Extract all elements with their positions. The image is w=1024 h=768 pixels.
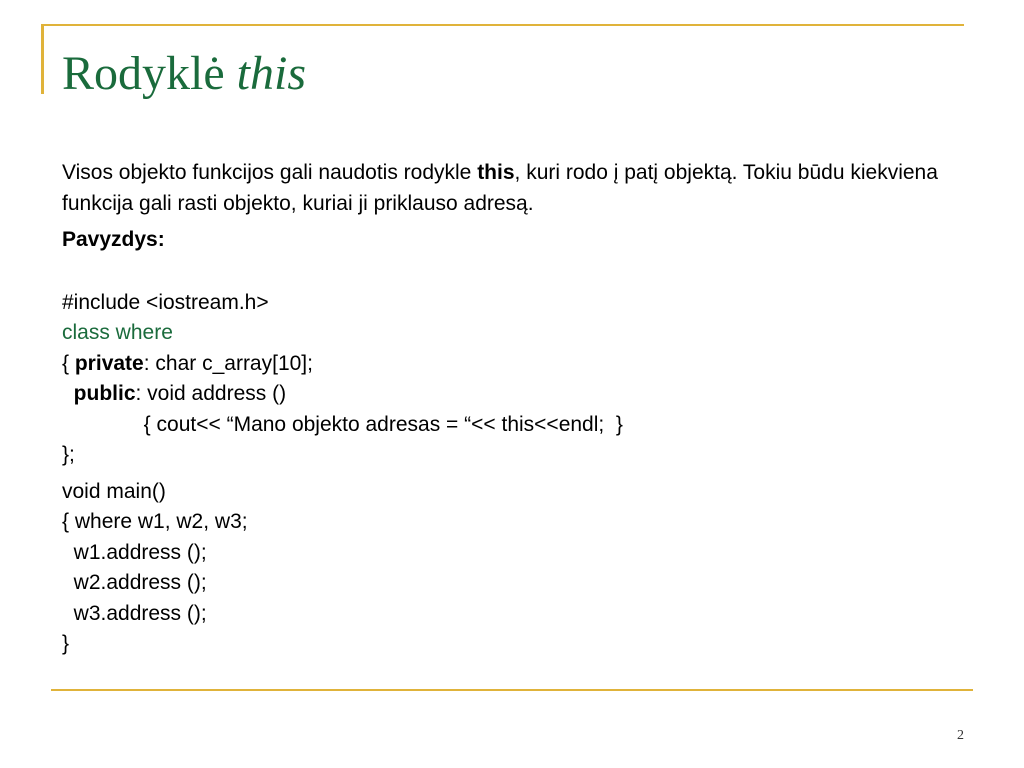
code-cout-line: { cout<< “Mano objekto adresas = “<< this<<endl; }: [62, 412, 623, 436]
code-public-keyword: public: [73, 382, 136, 405]
code-brace-open: {: [62, 351, 75, 375]
top-rule: [43, 24, 964, 26]
code-private-rest: : char c_array[10];: [143, 351, 313, 375]
title-italic: this: [236, 47, 307, 100]
code-public-rest: : void address (): [135, 382, 287, 405]
title-main: Rodyklė: [62, 47, 225, 100]
code-call-3: w3.address ();: [62, 601, 207, 625]
code-include: #include <iostream.h>: [62, 290, 269, 314]
intro-part2: , kuri rodo į patį objektą. Tokiu būdu kiekviena funkcija gali rasti objekto, kuriai ji priklauso adresą.: [62, 161, 938, 215]
slide-title: [62, 44, 306, 104]
code-main-open: { where w1, w2, w3;: [62, 510, 248, 533]
slide-content: [62, 158, 972, 660]
page-number: 2: [957, 728, 964, 743]
code-main-decl: void main(): [62, 479, 166, 503]
code-private-keyword: private: [74, 351, 144, 375]
intro-keyword: this: [477, 161, 515, 184]
code-main-close: }: [62, 632, 70, 655]
example-label: [62, 225, 972, 256]
left-rule: [41, 24, 44, 94]
code-class-decl: class where: [62, 321, 173, 344]
code-private-line: [62, 349, 972, 380]
example-label-text: Pavyzdys:: [62, 228, 165, 251]
code-class-close: };: [62, 443, 75, 466]
code-call-2: w2.address ();: [62, 571, 207, 594]
code-public-indent: [62, 382, 74, 405]
code-block: [62, 288, 972, 660]
code-public-line: [62, 379, 972, 410]
intro-part1: Visos objekto funkcijos gali naudotis rodykle: [62, 161, 478, 184]
spacer: [62, 256, 972, 288]
bottom-rule: [51, 689, 973, 691]
intro-paragraph: [62, 158, 972, 219]
code-call-1: w1.address ();: [62, 540, 207, 564]
